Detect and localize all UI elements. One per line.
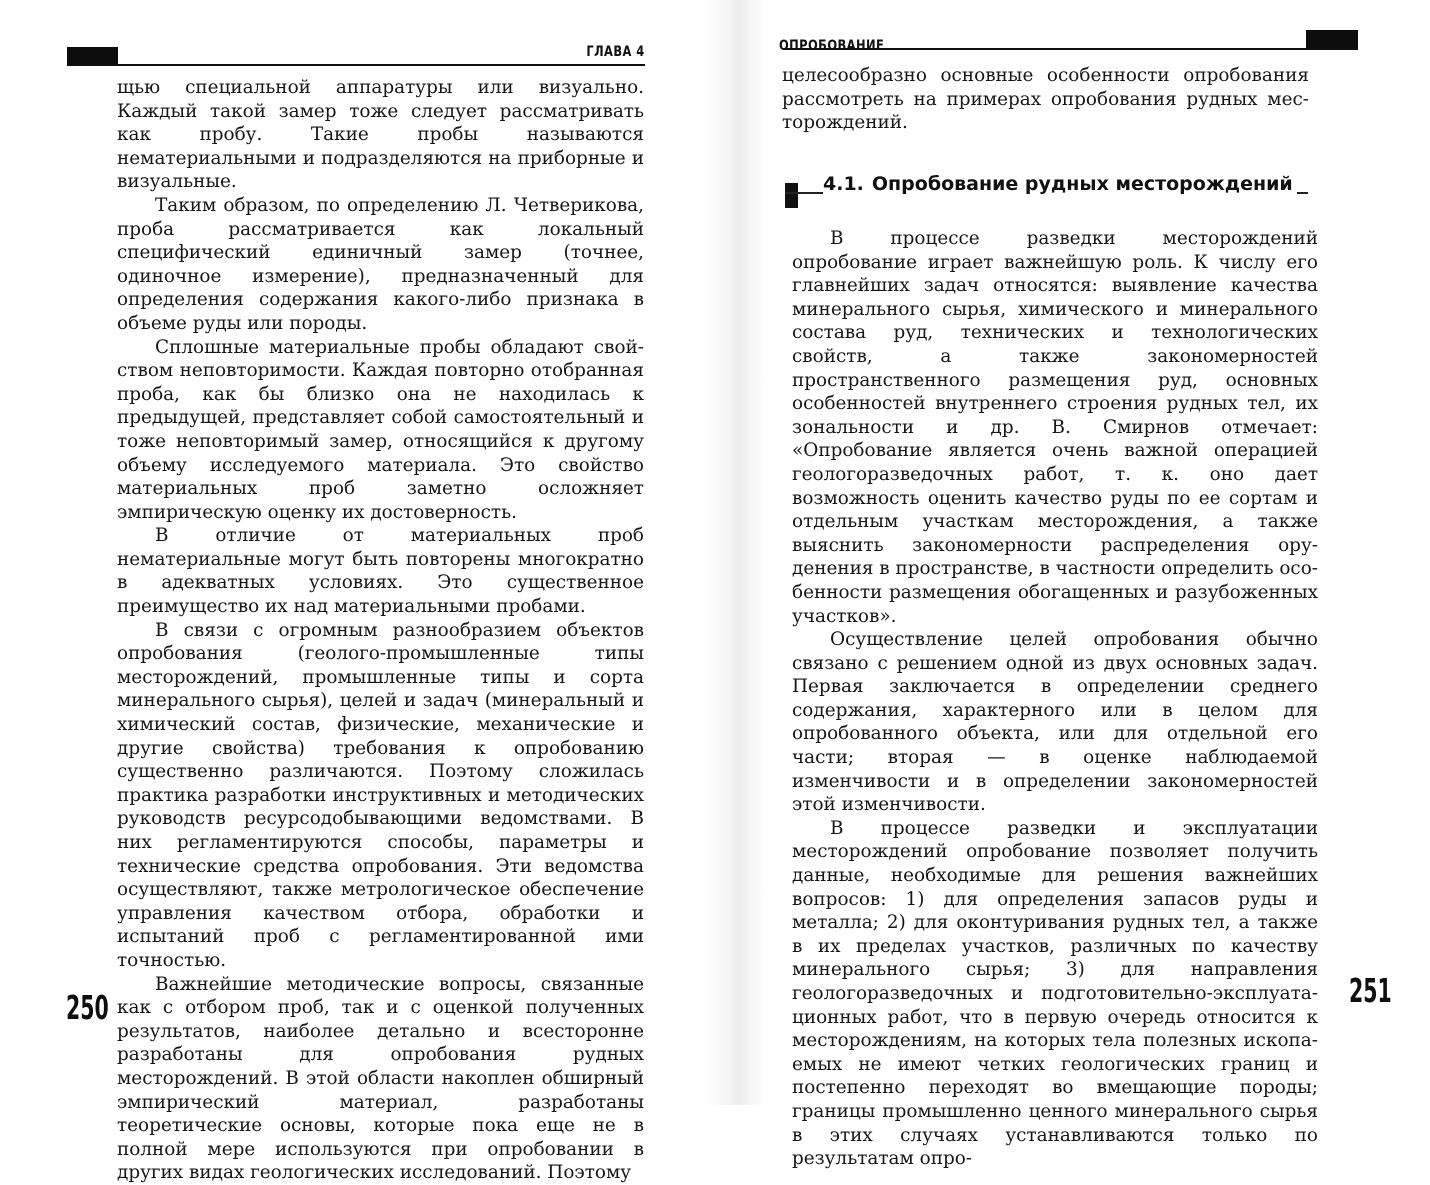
running-head: ОПРОБОВАНИЕ [779, 38, 885, 54]
left-page [0, 0, 705, 1184]
header-black-bar [1306, 30, 1358, 49]
section-marker [785, 183, 798, 208]
section-title: Опробование рудных месторождений [871, 173, 1293, 195]
paragraph: щью специальной аппаратуры или визуально. Каждый такой замер тоже следует рассматривать как пробу. Такие пробы называются нематериальными и подразделяются на приборные и визуальные. [117, 77, 644, 193]
paragraph: В отличие от материальных проб нематериальные могут быть повторены многократно в адекватных условиях. Это существенное преимущество их над материальными пробами. [117, 525, 644, 618]
intro-text [782, 64, 1309, 135]
paragraph: В связи с огромным разнообразием объектов опробования (геолого-промышленные типы месторождений, промышленные типы и сорта минерального сырья), целей и задач (минеральный и химический состав, физические, механические и другие свойства) требования к опробованию существенно различаются. Поэтому сложилась практика разработки инструктивных и методических руководств ресурсодобывающими ведомствами. В них регламентируются способы, параметры и технические средства опробования. Эти ведомства осуществляют, также метрологическое обеспечение управления качеством отбора, обработки и испытаний проб с регламентированной ими точностью. [117, 619, 644, 971]
paragraph: Важнейшие методические вопросы, связанные как с отбором проб, так и с оценкой полученных результатов, наиболее детально и всесторонне разработаны для опробования рудных месторождений. В этой области накоплен обширный эмпирический материал, разработаны теоретические основы, которые пока еще не в полной мере используются при опробовании в других видах геологических исследований. Поэтому [117, 973, 644, 1184]
body-text [117, 76, 644, 1185]
paragraph: Таким образом, по определению Л. Четверикова, проба рассматривается как локальный специфический единичный замер (точнее, одиночное измерение), предназначенный для определения содержания какого-либо признака в объеме руды или породы. [117, 194, 644, 334]
header-rule [67, 64, 645, 66]
body-text [792, 227, 1318, 1171]
paragraph: Осуществление целей опробования обычно связано с решением одной из двух основных задач. Первая заключается в определении среднего содержания, характерного или в целом для опробованного объекта, или для отдельной его части; вторая — в оценке наблюдаемой изменчивости и в определении закономерностей этой изменчивости. [792, 629, 1318, 816]
page-number: 250 [66, 988, 109, 1027]
right-page [765, 0, 1430, 1170]
section-number: 4.1. [823, 173, 864, 195]
paragraph: В процессе разведки и эксплуатации месторождений опробование позволяет получить данные, необходимые для решения важнейших вопросов: 1) для определения запасов руды и металла; 2) для оконтуривания рудных тел, а также в их пределах участков, различных по качеству минерального сырья; 3) для направления геологоразведочных и подготовительно-эксплуатационных работ, что в первую очередь относится к месторождениям, на которых тела полезных ископаемых не имеют четких геологических границ и постепенно переходят во вмещающие породы; границы промышленно ценного минерального сырья в этих случаях устанавливаются только по результатам опро- [792, 817, 1318, 1170]
paragraph: целесообразно основные особенности опробования рассмотреть на примерах опробования рудных месторождений. [782, 65, 1309, 134]
paragraph: В процессе разведки месторождений опробование играет важнейшую роль. К числу его главнейших задач относятся: выявление качества минерального сырья, химического и минерального состава руд, технических и технологических свойств, а также закономерностей пространственного размещения руд, основных особенностей внутреннего строения рудных тел, их зональности и др. В. Смирнов отмечает: «Опробование является очень важной операцией геологоразведочных работ, т. к. оно дает возможность оценить качество руды по ее сортам и отдельным участкам месторождения, а также выяснить закономерности распределения оруденения в пространстве, в частности определить особенности размещения обогащенных и разубоженных участков». [792, 228, 1319, 627]
paragraph: Сплошные материальные пробы обладают свойством неповторимости. Каждая повторно отобранная проба, как бы близко она не находилась к предыдущей, представляет собой самостоятельный и тоже неповторимый замер, относящийся к другому объему исследуемого материала. Это свойство материальных проб заметно осложняет эмпирическую оценку их достоверность. [117, 336, 644, 523]
page-gutter [705, 0, 765, 1105]
page-number: 251 [1349, 971, 1392, 1010]
running-head: ГЛАВА 4 [586, 44, 645, 60]
section-heading [823, 173, 1297, 195]
